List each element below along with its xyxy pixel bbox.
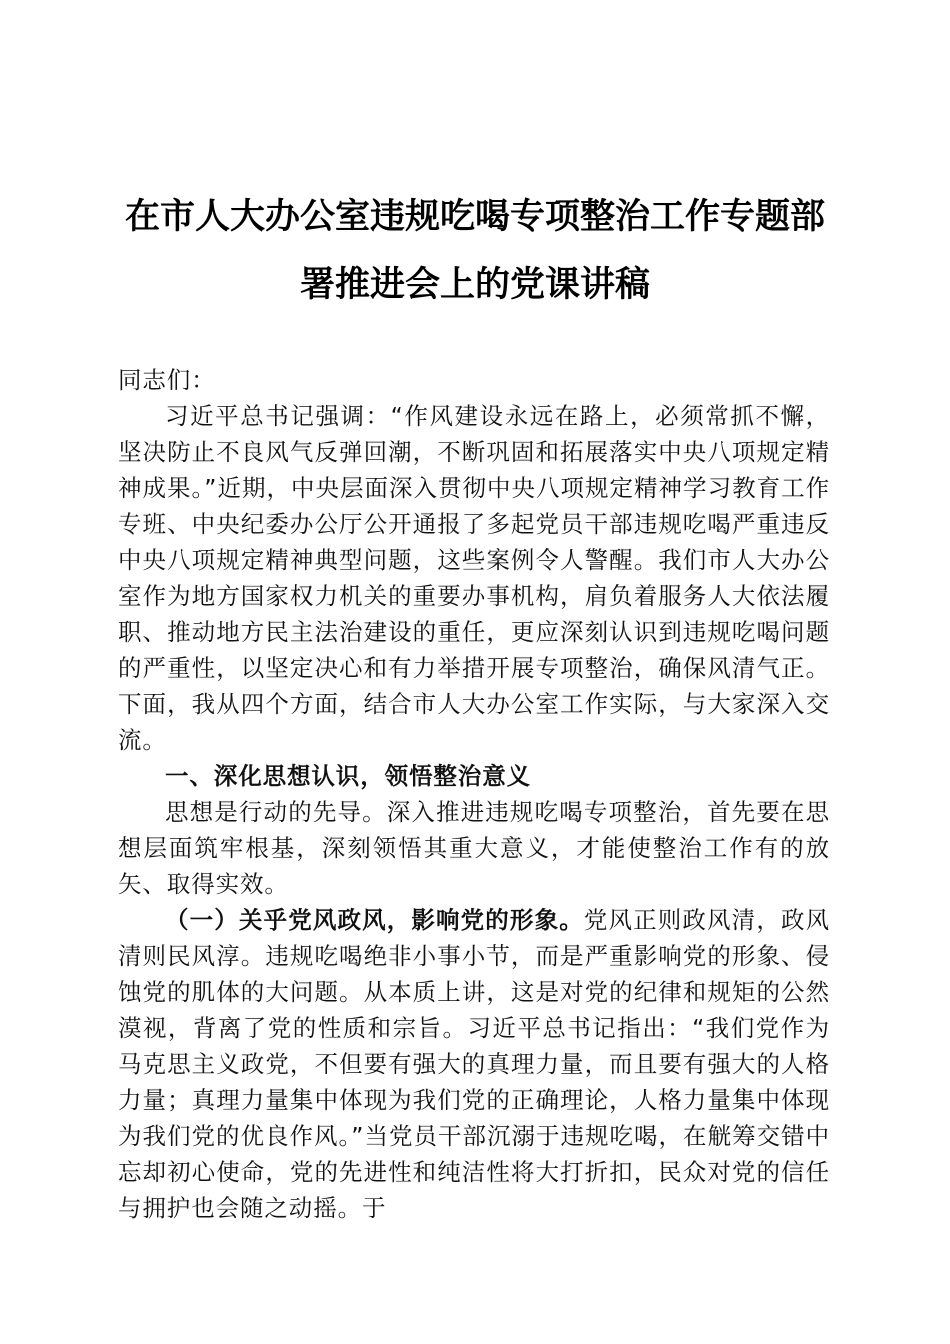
- document-title-line-2: 署推进会上的党课讲稿: [299, 264, 650, 305]
- document-body: [118, 362, 830, 1226]
- paragraph-section-1-intro: 思想是行动的先导。深入推进违规吃喝专项整治，首先要在思想层面筑牢根基，深刻领悟其重大意义，才能使整治工作有的放矢、取得实效。: [118, 798, 830, 898]
- subsection-title-1: （一）关乎党风政风，影响党的形象。: [165, 906, 584, 934]
- paragraph-subsection-1: [118, 902, 830, 1226]
- salutation: 同志们：: [118, 366, 216, 394]
- paragraph-intro: 习近平总书记强调：“作风建设永远在路上，必须常抓不懈，坚决防止不良风气反弹回潮，不断巩固和拓展落实中央八项规定精神成果。”近期，中央层面深入贯彻中央八项规定精神学习教育工作专班、中央纪委办公厅公开通报了多起党员干部违规吃喝严重违反中央八项规定精神典型问题，这些案例令人警醒。我们市人大办公室作为地方国家权力机关的重要办事机构，肩负着服务人大依法履职、推动地方民主法治建设的重任，更应深刻认识到违规吃喝问题的严重性，以坚定决心和有力举措开展专项整治，确保风清气正。下面，我从四个方面，结合市人大办公室工作实际，与大家深入交流。: [118, 402, 830, 754]
- document-title-line-1: 在市人大办公室违规吃喝专项整治工作专题部: [124, 196, 825, 237]
- subsection-1-text: 党风正则政风清，政风清则民风淳。违规吃喝绝非小事小节，而是严重影响党的形象、侵蚀党的肌体的大问题。从本质上讲，这是对党的纪律和规矩的公然漠视，背离了党的性质和宗旨。习近平总书记指出：“我们党作为马克思主义政党，不但要有强大的真理力量，而且要有强大的人格力量；真理力量集中体现为我们党的正确理论，人格力量集中体现为我们党的优良作风。”当党员干部沉溺于违规吃喝，在觥筹交错中忘却初心使命，党的先进性和纯洁性将大打折扣，民众对党的信任与拥护也会随之动摇。于: [118, 906, 831, 1222]
- section-heading-1: 一、深化思想认识，领悟整治意义: [165, 762, 531, 790]
